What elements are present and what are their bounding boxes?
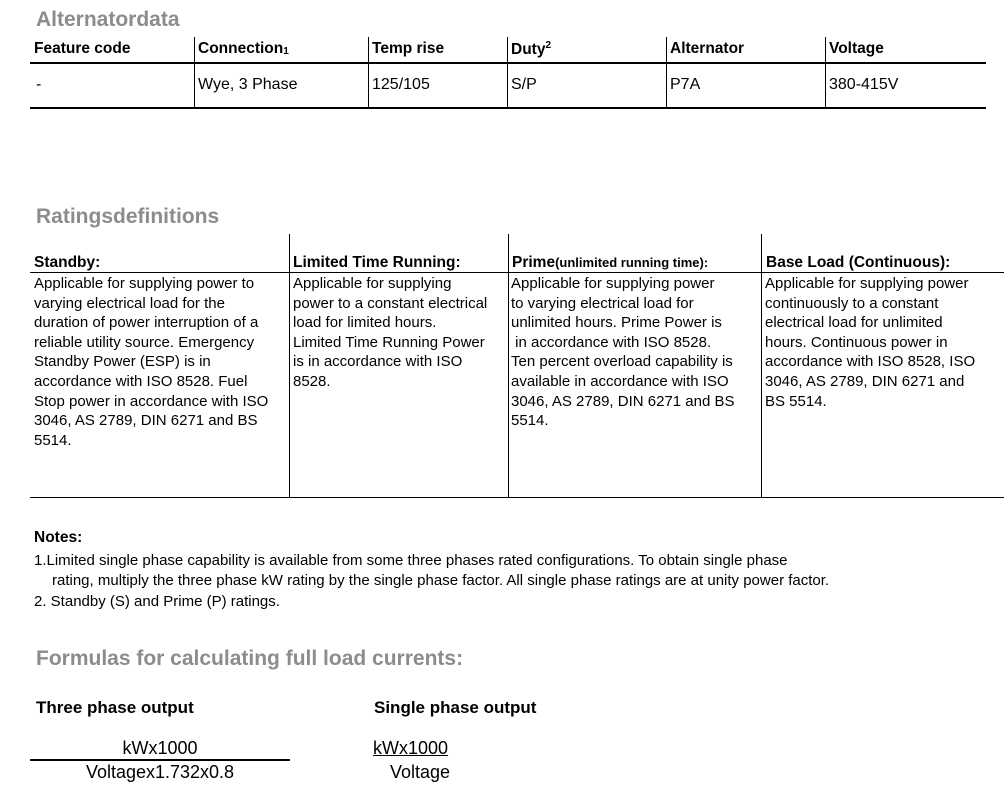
ratings-header-rule [30, 272, 1004, 273]
alternator-section-title: Alternatordata [36, 8, 180, 31]
standby-definition: Applicable for supplying power to varying electrical load for the duration of power interruption of a reliable utility source. Emergency Standby Power (ESP) is in accordance with ISO 8528. Fuel Stop power in accordance with ISO 3046, AS 2789, DIN 6271 and BS 5514. [34, 275, 269, 449]
header-connection: Connection$_1$ [198, 40, 289, 57]
ratings-section-title: Ratingsdefinitions [36, 205, 220, 228]
header-duty: Duty$^2$ [511, 40, 552, 58]
ratings-bottom-rule [30, 497, 1004, 498]
single-phase-numerator: kWx1000 [373, 738, 449, 758]
connection-footnote-marker: 1 [283, 46, 289, 57]
header-feature-code: Feature code [34, 40, 131, 57]
limited-definition: Applicable for supplying power to a constant electrical load for limited hours. Limited Time Running Power is in accordance with ISO 8528. [293, 275, 488, 390]
single-phase-label: Single phase output [374, 698, 537, 717]
cell-feature-code: - [36, 76, 42, 93]
standby-heading: Standby: [34, 254, 101, 271]
prime-heading: Prime(unlimited running time): [512, 254, 709, 271]
single-phase-denominator: Voltage [390, 762, 451, 782]
cell-temp-rise: 125/105 [372, 76, 430, 93]
table-bottom-rule [30, 107, 986, 109]
cell-duty: S/P [511, 76, 537, 93]
three-phase-numerator: kWx1000 [122, 738, 198, 758]
base-load-definition: Applicable for supplying power continuously to a constant electrical load for unlimited hours. Continuous power in accordance with ISO 8528, ISO 3046, AS 2789, DIN 6271 and BS 5514. [765, 275, 976, 410]
three-phase-denominator: Voltagex1.732x0.8 [85, 762, 235, 782]
limited-heading: Limited Time Running: [293, 254, 461, 271]
note-1-line-2: rating, multiply the three phase kW rating by the single phase factor. All single phase ratings are at unity power factor. [52, 572, 830, 589]
cell-voltage: 380-415V [829, 76, 899, 93]
col-divider [194, 37, 195, 108]
header-temp-rise: Temp rise [372, 40, 445, 57]
col-divider [825, 37, 826, 108]
table-header-rule [30, 62, 986, 64]
formulas-section-title: Formulas for calculating full load currents: [36, 647, 464, 670]
notes-title: Notes: [34, 529, 83, 546]
col-divider [666, 37, 667, 108]
col-divider [289, 234, 290, 498]
header-voltage: Voltage [829, 40, 884, 57]
col-divider [507, 37, 508, 108]
prime-definition: Applicable for supplying power to varying electrical load for unlimited hours. Prime Power is in accordance with ISO 8528. Ten percent overload capability is available in accordance with ISO 3046, AS 2789, DIN 6271 and BS 5514. [511, 275, 735, 430]
col-divider [508, 234, 509, 498]
note-2: 2. Standby (S) and Prime (P) ratings. [34, 593, 280, 610]
fraction-bar [30, 759, 290, 761]
cell-alternator: P7A [670, 76, 701, 93]
col-divider [761, 234, 762, 498]
col-divider [368, 37, 369, 108]
duty-footnote-marker: 2 [545, 40, 552, 51]
base-load-heading: Base Load (Continuous): [766, 254, 951, 271]
note-1-line-1: 1.Limited single phase capability is available from some three phases rated configurations. To obtain single phase [34, 552, 788, 569]
three-phase-label: Three phase output [36, 698, 194, 717]
cell-connection: Wye, 3 Phase [198, 76, 298, 93]
prime-heading-qualifier: (unlimited running time): [555, 255, 709, 270]
header-alternator: Alternator [670, 40, 745, 57]
